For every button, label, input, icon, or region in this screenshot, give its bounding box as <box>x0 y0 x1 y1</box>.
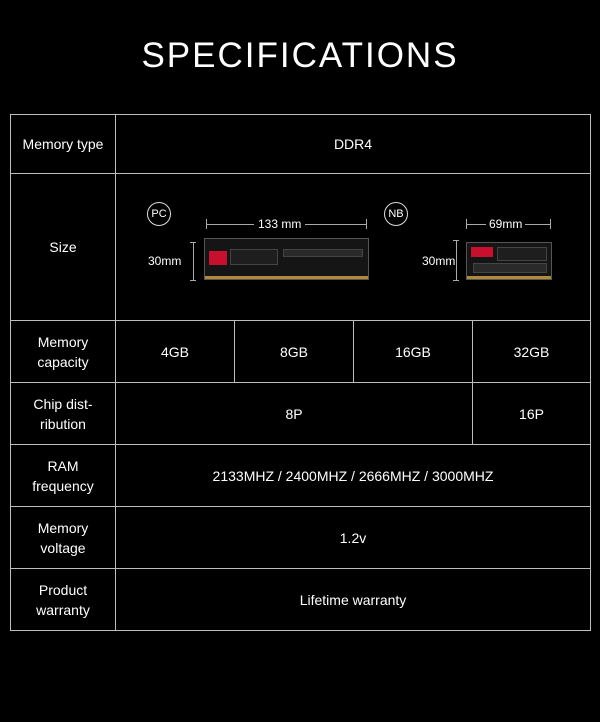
warranty-label-line1: Product <box>38 581 88 598</box>
row-size <box>11 174 591 321</box>
pc-height-tick-top <box>190 242 196 243</box>
pc-height-tick-bottom <box>190 280 196 281</box>
frequency-label-line1: RAM <box>47 457 79 474</box>
voltage-label <box>11 507 116 569</box>
memory-type-label: Memory type <box>11 115 116 174</box>
pc-height-label: 30mm <box>148 254 182 268</box>
page-title: SPECIFICATIONS <box>141 36 459 75</box>
pc-memory-module <box>204 238 369 280</box>
nb-module-pins <box>467 276 551 279</box>
nb-width-label: 69mm <box>486 217 525 231</box>
size-diagram <box>116 174 590 320</box>
frequency-label-line2: frequency <box>32 477 94 494</box>
nb-tag: NB <box>384 202 408 226</box>
pc-width-tick-left <box>206 219 207 229</box>
chip-value: 16P <box>473 383 591 445</box>
chip-label-line1: Chip dist- <box>33 395 93 412</box>
nb-height-line <box>456 240 457 280</box>
voltage-label-line2: voltage <box>40 539 86 556</box>
nb-module-brand-label <box>471 247 493 257</box>
capacity-value: 4GB <box>116 321 235 383</box>
nb-memory-module <box>466 242 552 280</box>
pc-module-pins <box>205 276 368 279</box>
memory-type-value: DDR4 <box>116 115 591 174</box>
row-chip-distribution <box>11 383 591 445</box>
nb-width-tick-right <box>550 219 551 229</box>
capacity-value: 16GB <box>354 321 473 383</box>
pc-module-brand-label <box>209 251 227 265</box>
voltage-value: 1.2v <box>116 507 591 569</box>
warranty-label-line2: warranty <box>36 601 90 618</box>
nb-module-chips <box>473 263 547 273</box>
chip-value: 8P <box>116 383 473 445</box>
capacity-label <box>11 321 116 383</box>
pc-tag: PC <box>147 202 171 226</box>
nb-height-tick-top <box>453 240 459 241</box>
row-capacity <box>11 321 591 383</box>
pc-height-line <box>193 242 194 280</box>
nb-width-tick-left <box>466 219 467 229</box>
size-diagram-cell <box>116 174 591 321</box>
nb-module-sticker <box>497 247 547 261</box>
pc-width-label: 133 mm <box>254 217 305 231</box>
capacity-value: 8GB <box>235 321 354 383</box>
row-frequency <box>11 445 591 507</box>
chip-label-line2: ribution <box>40 415 86 432</box>
warranty-value: Lifetime warranty <box>116 569 591 631</box>
nb-height-tick-bottom <box>453 280 459 281</box>
row-voltage <box>11 507 591 569</box>
capacity-value: 32GB <box>473 321 591 383</box>
pc-module-chips <box>283 249 363 257</box>
frequency-value: 2133MHZ / 2400MHZ / 2666MHZ / 3000MHZ <box>116 445 591 507</box>
frequency-label <box>11 445 116 507</box>
size-label: Size <box>11 174 116 321</box>
chip-label <box>11 383 116 445</box>
pc-module-sticker <box>230 249 278 265</box>
row-memory-type <box>11 115 591 174</box>
spec-table <box>10 114 591 631</box>
warranty-label <box>11 569 116 631</box>
capacity-label-line2: capacity <box>37 353 89 370</box>
row-warranty <box>11 569 591 631</box>
voltage-label-line1: Memory <box>37 519 89 536</box>
pc-width-tick-right <box>366 219 367 229</box>
capacity-label-line1: Memory <box>37 333 89 350</box>
nb-height-label: 30mm <box>422 254 456 268</box>
